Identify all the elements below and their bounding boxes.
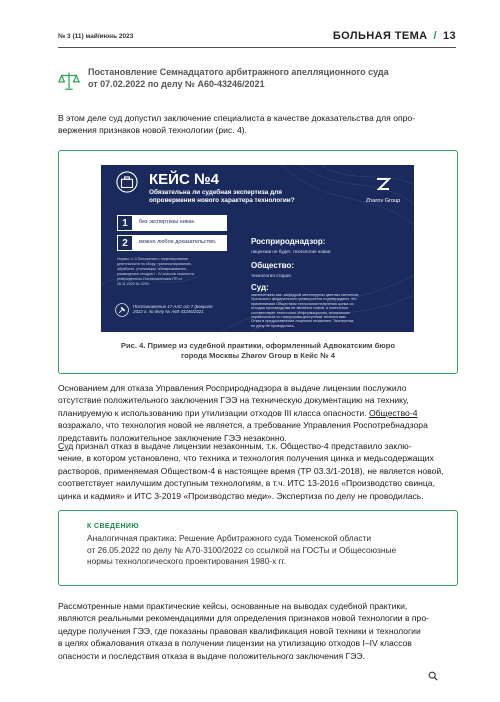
norms-line-2: деятельности по сбору, транспортированию,: [117, 262, 192, 266]
case-option-2: [117, 235, 227, 251]
brand-logo: [363, 177, 403, 204]
intro-line-2: вержения признаков новой технологии (рис. 4).: [58, 125, 248, 136]
option-1-number: 1: [117, 215, 133, 231]
option-1-text: без экспертизы никак.: [139, 219, 196, 225]
brand-name: Zharov Group: [365, 198, 401, 204]
brand-mark-icon: [375, 177, 391, 191]
page-header: [58, 30, 456, 46]
case-citation: [133, 304, 223, 315]
conclusion-line-4: в целях обжалования отказа в получении лицензии на утилизацию отходов I–IV классов: [58, 638, 412, 649]
court-line-4: отходов производства не является новой, а полностью: [251, 306, 349, 311]
court-line-6: справочников по наилучшим доступным технологиям.: [251, 315, 347, 320]
case-title: КЕЙС №4: [149, 171, 220, 188]
grounds-line-4: возражало, что технология новой не является, а требование Управления Роспотребнадзора: [58, 420, 428, 431]
norms-text: [117, 257, 227, 287]
court-paragraph: [58, 440, 458, 502]
norms-line-1: Нормы: п. 3 Положения о лицензировании: [117, 257, 189, 261]
court-line-5: соответствует технологии Информационно-технических: [251, 310, 350, 315]
court-p-line-4: соответствует наилучшим доступным технологиям, в т.ч. ИТС 13-2016 «Производство свинца,: [58, 478, 435, 489]
figure-caption: [100, 341, 416, 362]
conclusion-line-3: цедуре получения ГЭЭ, где показаны правовая квалификация новой техники и технологии: [58, 625, 421, 636]
scales-icon: [58, 70, 80, 92]
decree-reference: [58, 66, 458, 102]
case-question-line-1: Обязательна ли судебная экспертиза для: [149, 189, 282, 196]
note-line-1: Аналогичная практика: Решение Арбитражного суда Тюменской области: [87, 533, 372, 543]
option-2-number: 2: [117, 235, 133, 251]
option-2-text: можно любое доказательство.: [139, 239, 217, 245]
grounds-line-1: Основанием для отказа Управления Росприроднадзора в выдаче лицензии послужило: [58, 383, 407, 393]
court-p-line-3: растворов, применяемая Обществом-4 в настоящее время (ТР 03.3/1-2018), не является новой,: [58, 465, 444, 476]
section-divider: /: [433, 30, 437, 42]
page-number: 13: [442, 30, 456, 42]
case-citation-line-1: Постановление 17 ААС от 7 февраля: [133, 304, 213, 309]
search-end-icon: [428, 671, 438, 681]
court-line-8: по делу не проводилась.: [251, 323, 295, 328]
intro-paragraph: [58, 112, 458, 137]
grounds-line-3: [58, 407, 458, 419]
grounds-line-5: представить положительное заключение ГЭЭ незаконно.: [58, 432, 287, 443]
court-text: [251, 293, 401, 328]
case-citation-line-2: 2022 г. по делу № А60-43246/2021: [133, 309, 204, 315]
grounds-paragraph: [58, 382, 458, 444]
court-ref: Суд: [58, 441, 74, 451]
briefcase-icon: [116, 171, 138, 193]
case-card: [101, 165, 414, 332]
header-rule: [58, 47, 456, 48]
society-4-ref: Общество-4: [369, 407, 418, 418]
court-heading: Суд:: [251, 283, 269, 292]
case-question: [149, 189, 299, 205]
norms-line-5: утвержденного Постановлением ПП от: [117, 277, 183, 281]
figure-caption-line-2: города Москвы Zharov Group в Кейс № 4: [181, 351, 335, 361]
court-p-line-1-text: признал отказ в выдаче лицензии незаконным, т.к. Общество-4 представило заклю-: [73, 441, 412, 451]
figure-caption-line-1: Рис. 4. Пример из судебной практики, оформленный Адвокатским бюро: [120, 341, 396, 350]
society-text: технология старая.: [251, 273, 292, 278]
court-line-7: Отказ в предоставлении лицензии незаконен. Экспертиза: [251, 319, 354, 324]
conclusion-line-1: Рассмотренные нами практические кейсы, основанные на выводах судебной практики,: [58, 601, 408, 611]
court-line-2: Уральского федерального университета подтверждено, что: [251, 297, 357, 302]
court-p-line-2: чение, в котором установлено, что техника и технология получения цинка и медьсодержащих: [58, 453, 434, 464]
decree-line-2: от 07.02.2022 по делу № А60-43246/2021: [88, 79, 265, 89]
court-p-line-1: [58, 440, 458, 452]
court-line-1: заключением зав. кафедрой металлургии цветных металлов: [251, 293, 359, 297]
court-p-line-5: цинка и кадмия» и ИТС 3-2019 «Производство меди». Экспертиза по делу не проводилась.: [58, 490, 424, 501]
conclusion-line-5: опасности и последствия отказа в выдаче положительного заключения ГЭЭ.: [58, 650, 365, 661]
norms-line-3: обработке, утилизации, обезвреживанию,: [117, 267, 187, 271]
note-body: [87, 533, 431, 568]
norms-line-4: размещению отходов I - IV классов опасности,: [117, 272, 195, 276]
intro-line-1: В этом деле суд допустил заключение специалиста в качестве доказательства для опро-: [58, 113, 416, 123]
decree-line-1: Постановление Семнадцатого арбитражного апелляционного суда: [88, 67, 389, 77]
case-option-1: [117, 215, 227, 231]
conclusion-line-2: являются реальными рекомендациями для определения признаков новой технологии в про-: [58, 613, 429, 624]
section-name: БОЛЬНАЯ ТЕМА: [332, 30, 428, 42]
note-line-3: нормы технологического проектирования 1980-х гг.: [87, 556, 287, 567]
case-question-line-2: опровержения нового характера технологии?: [149, 197, 295, 204]
info-note-box: [58, 510, 458, 586]
grounds-line-2: отсутствие положительного заключения ГЭЭ на техническую документацию на технику,: [58, 395, 409, 406]
note-heading: К СВЕДЕНИЮ: [87, 523, 139, 530]
norms-line-6: 26.11.2020 № 2290.: [117, 282, 150, 286]
note-line-2: от 26.05.2022 по делу № А70-3100/2022 со ссылкой на ГОСТы и Общесоюзные: [87, 544, 397, 555]
conclusion-paragraph: [58, 600, 458, 662]
rpn-heading: Росприроднадзор:: [251, 237, 326, 246]
issue-label: № 3 (11) май/июнь 2023: [58, 33, 134, 40]
court-line-3: применяемая Обществом технология получения цинка из: [251, 301, 354, 306]
society-heading: Общество:: [251, 261, 294, 270]
rpn-text: лицензии не будет, технология новая.: [251, 249, 332, 254]
section-title: [333, 30, 456, 42]
grounds-line-3-text: планируемую к использованию при утилизации отходов III класса опасности.: [58, 407, 369, 418]
court-hammer-icon: [115, 303, 129, 317]
